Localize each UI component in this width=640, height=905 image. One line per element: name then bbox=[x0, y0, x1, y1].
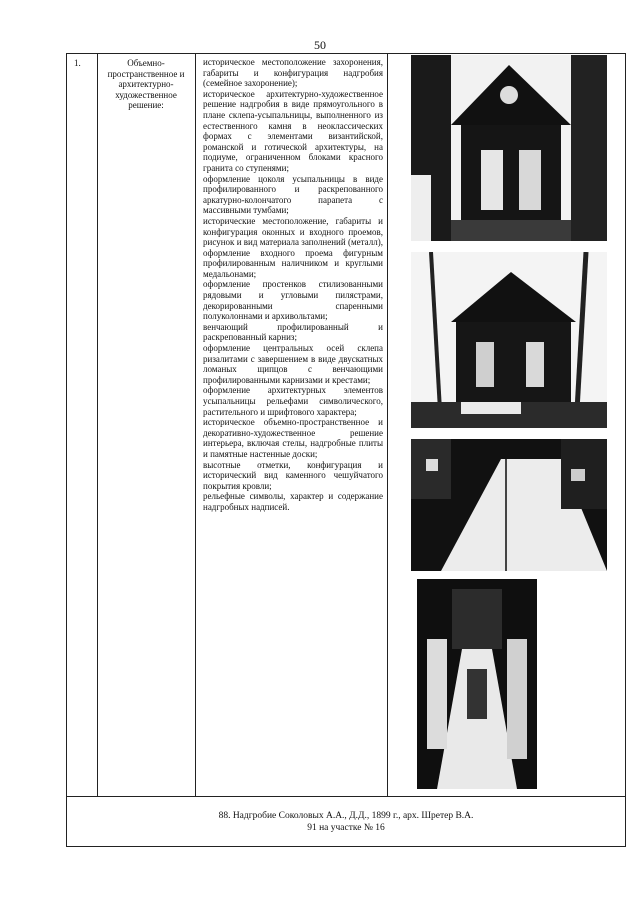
column-divider bbox=[97, 54, 98, 796]
photo-crypt-facade bbox=[411, 55, 607, 241]
description-item: оформление простенков стилизованными рядовыми и угловыми пилястрами, декорированными спаренными полуколоннами и архивольтами; bbox=[203, 279, 383, 322]
page-number: 50 bbox=[314, 38, 326, 52]
description-item: историческое местоположение захоронения, габариты и конфигурация надгробия (семейное захоронение); bbox=[203, 57, 383, 89]
description-item: оформление архитектурных элементов усыпальницы рельефами символического, растительного и шрифтового характера; bbox=[203, 385, 383, 417]
column-divider bbox=[387, 54, 388, 796]
description-item: венчающий профилированный и раскрепованный карниз; bbox=[203, 321, 383, 343]
description-item: историческое объемно-пространственное и декоративно-художественное решение интерьера, включая стелы, надгробные плиты и памятные настенные доски; bbox=[203, 417, 383, 459]
row-number: 1. bbox=[74, 58, 81, 68]
description-item: оформление цоколя усыпальницы в виде профилированного и раскрепованного аркатурно-колончатого парапета с массивными тумбами; bbox=[203, 173, 383, 216]
column-divider bbox=[195, 54, 196, 796]
description-list bbox=[203, 57, 383, 513]
figure-caption bbox=[67, 810, 625, 834]
row-divider bbox=[67, 796, 625, 797]
description-item: оформление центральных осей склепа ризалитами с завершением в виде двускатных ломаных щипцов с венчающими профилированными карнизами и крестами; bbox=[203, 343, 383, 385]
photo-crypt-detail bbox=[411, 439, 607, 571]
table-frame bbox=[66, 53, 626, 847]
description-item: историческое архитектурно-художественное решение надгробия в виде прямоугольного в плане склепа-усыпальницы, выполненного из естественного камня в неоклассических формах с элементами византийской, романской и готической архитектуры, на подиуме, ограниченном блоками красного гранита со ступенями; bbox=[203, 88, 383, 173]
description-item: исторические местоположение, габариты и конфигурация оконных и входного проемов, рисунок и вид материала заполнений (металл), оформление входного проема фигурным профилированным наличником и круглыми медальонами; bbox=[203, 215, 383, 279]
description-item: высотные отметки, конфигурация и исторический вид каменного чешуйчатого покрытия кровли; bbox=[203, 459, 383, 491]
description-item: рельефные символы, характер и содержание надгробных надписей. bbox=[203, 491, 383, 512]
caption-line: 91 на участке № 16 bbox=[307, 823, 385, 833]
photo-crypt-interior bbox=[417, 579, 537, 789]
photo-crypt-trees bbox=[411, 252, 607, 428]
caption-line: 88. Надгробие Соколовых А.А., Д.Д., 1899 г., арх. Шретер В.А. bbox=[218, 811, 474, 821]
row-category: Объемно-пространственное и архитектурно-художественное решение: bbox=[107, 58, 185, 110]
